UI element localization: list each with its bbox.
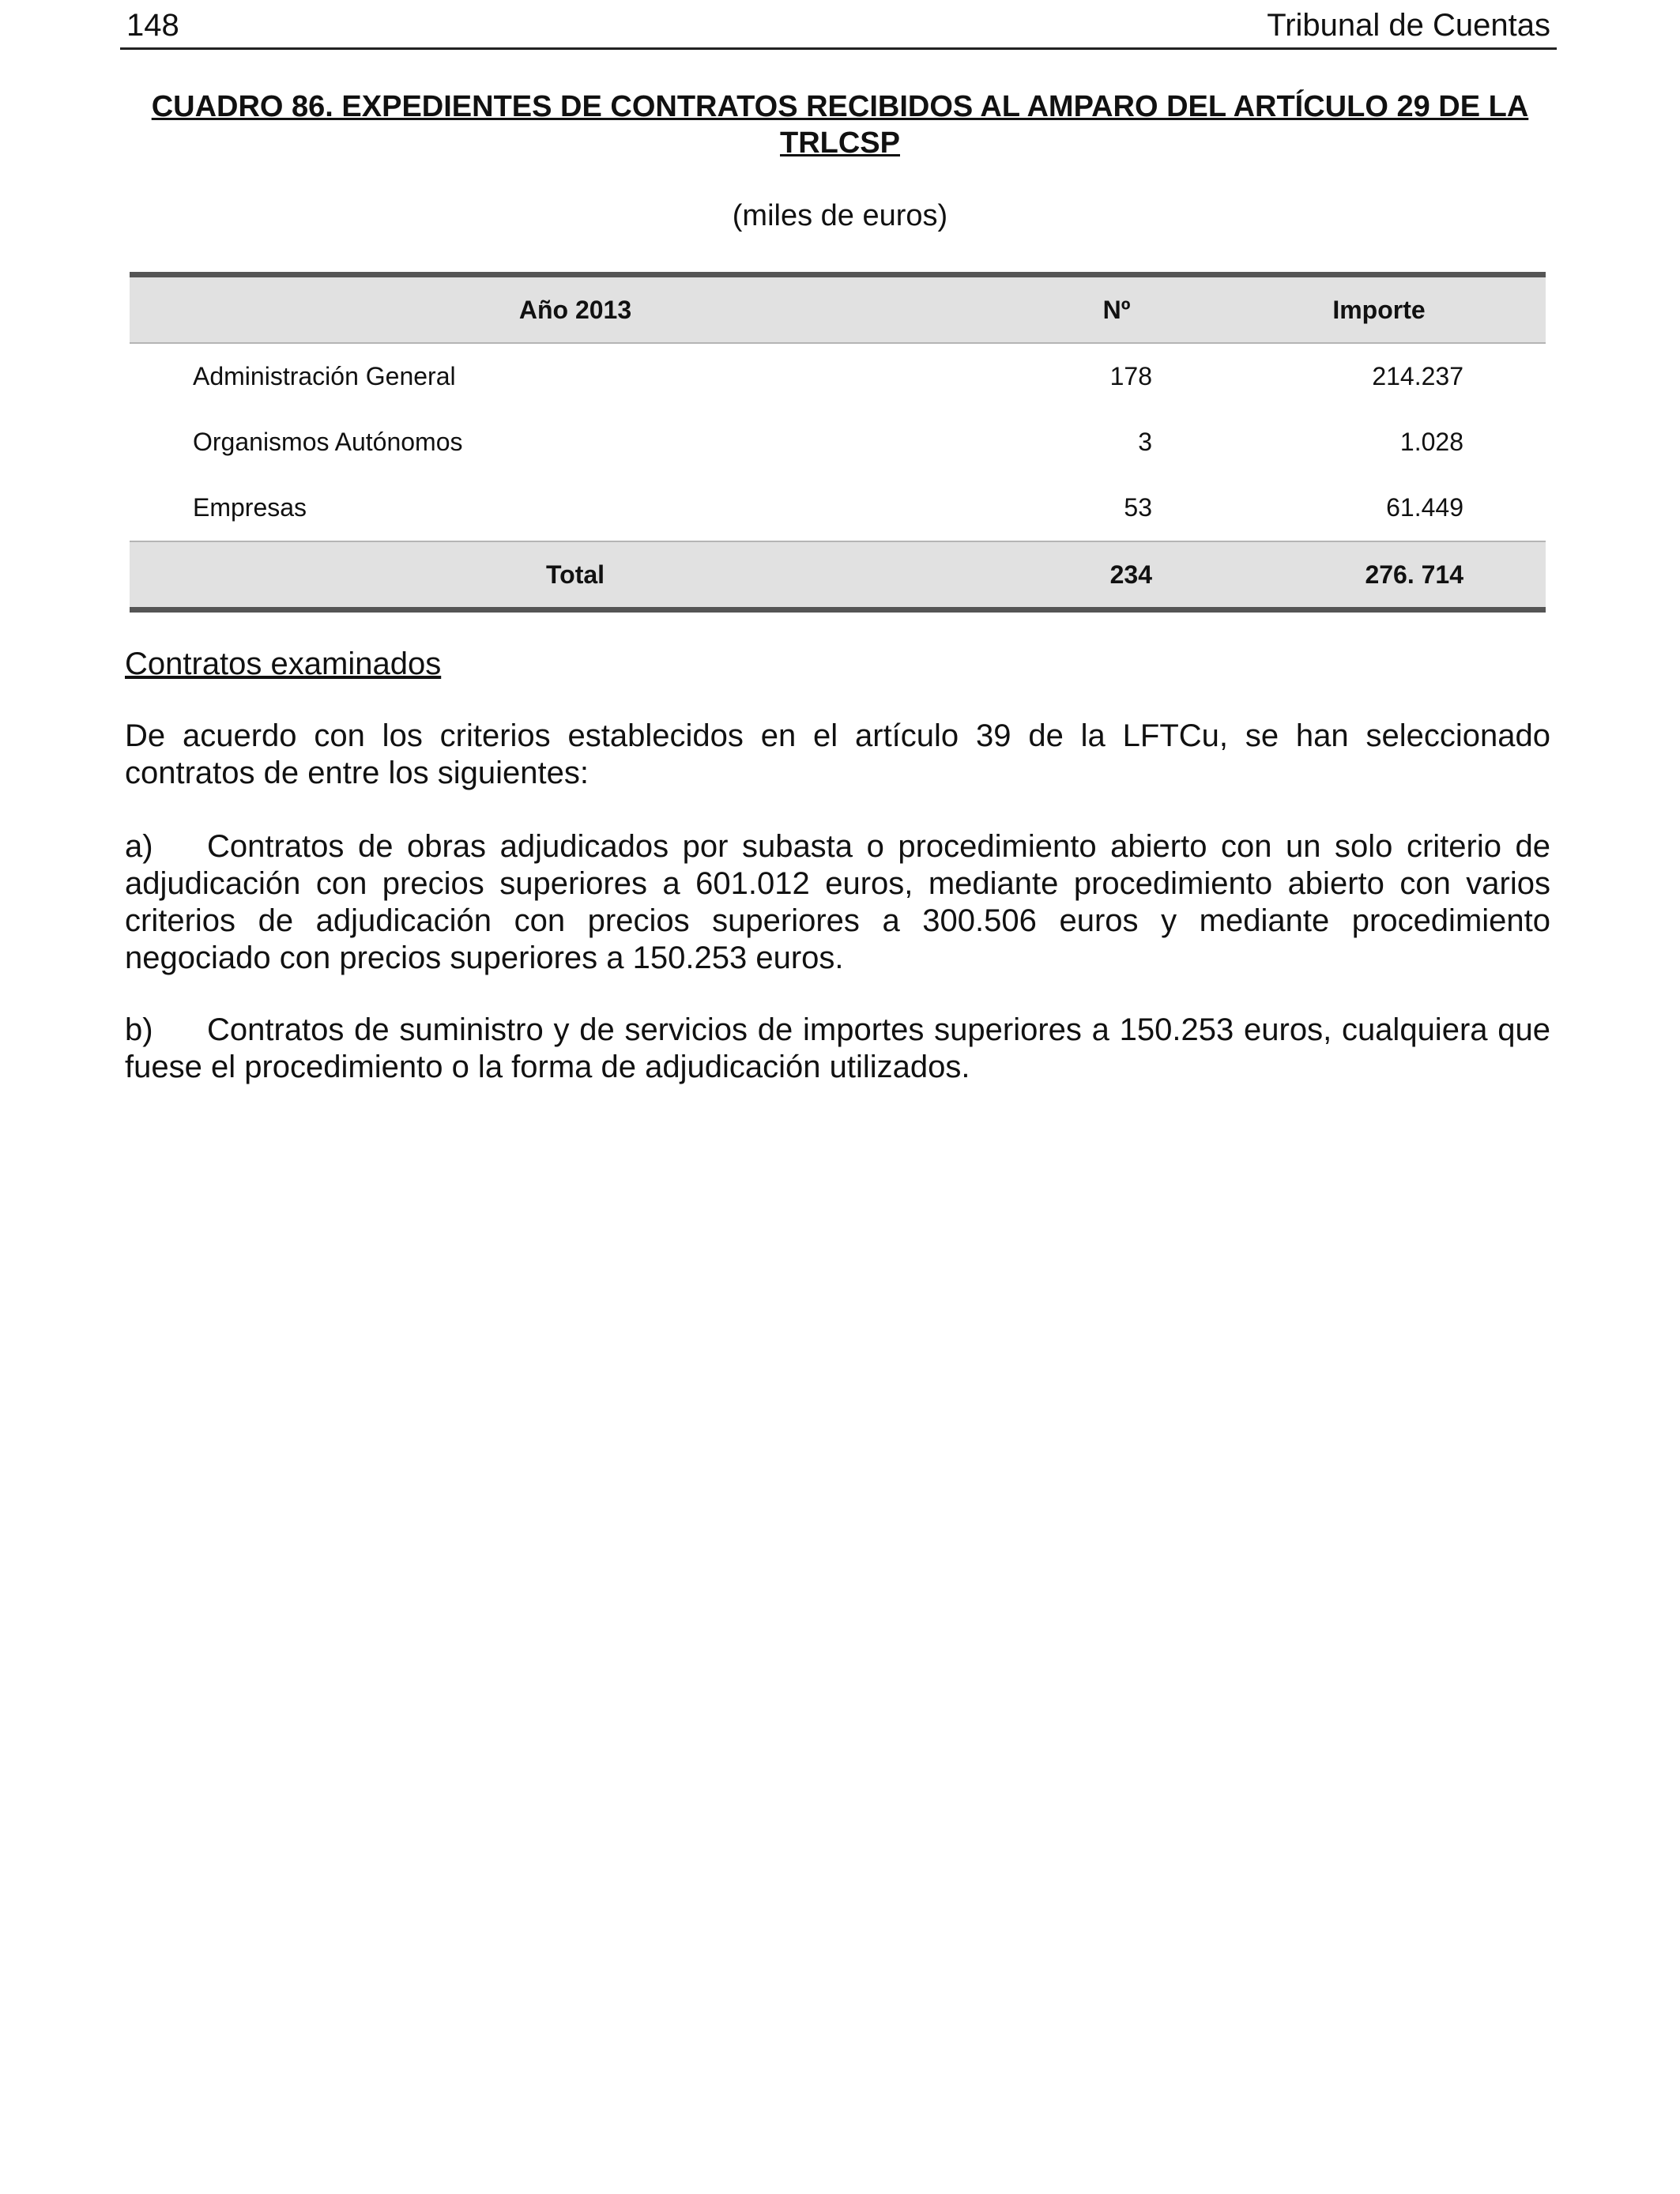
item-a-text: Contratos de obras adjudicados por subasta o procedimiento abierto con un solo criterio de adjudicación con precios superiores a 601.012 euros, mediante procedimiento abierto con varios criterios de adjudicación con precios superiores a 300.506 euros y mediante procedimiento negociado con precios superiores a 150.253 euros. [125, 829, 1550, 975]
table-row [130, 475, 1546, 541]
total-amount: 276. 714 [1365, 560, 1463, 589]
item-b-text: Contratos de suministro y de servicios de importes superiores a 150.253 euros, cualquiera que fuese el procedimiento o la forma de adjudicación utilizados. [125, 1012, 1550, 1084]
page-institution: Tribunal de Cuentas [1267, 8, 1550, 43]
table-title: CUADRO 86. EXPEDIENTES DE CONTRATOS RECIBIDOS AL AMPARO DEL ARTÍCULO 29 DE LA TRLCSP [151, 90, 1529, 160]
row-label: Organismos Autónomos [193, 428, 463, 456]
row-label: Empresas [193, 493, 307, 522]
header-amount: Importe [1212, 275, 1546, 344]
table-header-row [130, 275, 1546, 344]
header-count: Nº [1021, 275, 1212, 344]
paragraph-item-b [125, 1012, 1550, 1086]
table-row [130, 409, 1546, 475]
row-amount: 214.237 [1372, 362, 1463, 390]
row-label: Administración General [193, 362, 456, 390]
row-count: 3 [1138, 428, 1152, 456]
row-amount: 61.449 [1386, 493, 1463, 522]
table-total-row [130, 541, 1546, 610]
row-amount: 1.028 [1399, 428, 1463, 456]
row-count: 178 [1109, 362, 1152, 390]
row-count: 53 [1124, 493, 1152, 522]
contracts-table [130, 272, 1546, 613]
unit-note: (miles de euros) [732, 199, 948, 232]
table-row [130, 343, 1546, 409]
item-b-letter: b) [125, 1012, 153, 1047]
paragraph-intro: De acuerdo con los criterios establecidos en el artículo 39 de la LFTCu, se han seleccionado contratos de entre los siguientes: [125, 718, 1550, 790]
header-year: Año 2013 [130, 275, 1021, 344]
paragraph-item-a [125, 828, 1550, 977]
page-header [120, 5, 1557, 50]
item-a-letter: a) [125, 829, 153, 864]
total-count: 234 [1109, 560, 1152, 589]
page-number: 148 [126, 8, 179, 43]
section-heading: Contratos examinados [125, 647, 442, 681]
total-label: Total [545, 560, 605, 589]
